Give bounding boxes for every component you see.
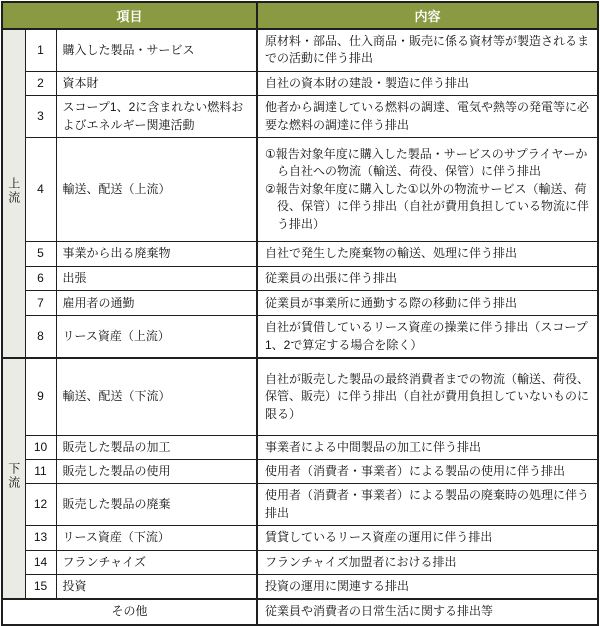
row-content: [257, 29, 598, 71]
row-item: リース資産（下流）: [56, 526, 257, 550]
row-content: [257, 291, 598, 316]
row-number: 8: [25, 316, 56, 358]
table-row: [2, 266, 598, 290]
row-number: 7: [25, 291, 56, 316]
row-content: [257, 550, 598, 574]
group-label-cell: [2, 358, 25, 599]
content-line: 使用者（消費者・事業者）による製品の使用に伴う排出: [265, 464, 566, 479]
table-header: [2, 2, 598, 29]
row-number: 2: [25, 71, 56, 95]
row-item: リース資産（上流）: [56, 316, 257, 358]
table-row: [2, 291, 598, 316]
row-content: [257, 460, 598, 484]
table-row: [2, 526, 598, 550]
content-line: 従業員が事業所に通勤する際の移動に伴う排出: [265, 295, 518, 310]
row-number: 11: [25, 460, 56, 484]
row-number: 9: [25, 358, 56, 435]
row-item: 輸送、配送（下流）: [56, 358, 257, 435]
table-row: [2, 460, 598, 484]
row-number: 1: [25, 29, 56, 71]
row-content: [257, 316, 598, 358]
row-number: 6: [25, 266, 56, 290]
row-content: [257, 484, 598, 526]
row-item: 販売した製品の使用: [56, 460, 257, 484]
table-row: [2, 358, 598, 435]
row-item: 販売した製品の廃棄: [56, 484, 257, 526]
row-item: 事業から出る廃棄物: [56, 241, 257, 266]
row-content: [257, 137, 598, 241]
content-line: 自社で発生した廃棄物の輸送、処理に伴う排出: [265, 246, 518, 261]
row-item: 出張: [56, 266, 257, 290]
row-content: [257, 266, 598, 290]
row-number: 3: [25, 96, 56, 138]
row-number: 5: [25, 241, 56, 266]
row-number: 15: [25, 574, 56, 599]
group-label: 上流: [6, 176, 21, 205]
content-line: 自社が販売した製品の最終消費者までの物流（輸送、荷役、保管、販売）に伴う排出（自社が費用負担していないものに限る）: [265, 371, 590, 421]
table-row: [2, 29, 598, 71]
table-row: [2, 71, 598, 95]
content-line: ①報告対象年度に購入した製品・サービスのサプライヤーから自社への物流（輸送、荷役、保管）に伴う排出: [265, 146, 588, 179]
content-line: ②報告対象年度に購入した①以外の物流サービス（輸送、荷役、保管）に伴う排出（自社が費用負担している物流に伴う排出）: [265, 181, 590, 231]
row-item: 雇用者の通勤: [56, 291, 257, 316]
table-row: [2, 316, 598, 358]
table-row: [2, 241, 598, 266]
row-number: 14: [25, 550, 56, 574]
content-line: 原材料・部品、仕入商品・販売に係る資材等が製造されるまでの活動に伴う排出: [265, 34, 590, 66]
header-cell-content: 内容: [257, 2, 598, 29]
table-body: [2, 29, 598, 625]
row-content: [257, 526, 598, 550]
table-row: [2, 484, 598, 526]
header-row: [2, 2, 598, 29]
content-line: 自社の資本財の建設・製造に伴う排出: [265, 75, 470, 90]
footer-label-cell: その他: [2, 599, 257, 624]
row-item: フランチャイズ: [56, 550, 257, 574]
group-label: 下流: [6, 462, 21, 491]
row-item: 資本財: [56, 71, 257, 95]
row-item: 販売した製品の加工: [56, 435, 257, 459]
row-content: [257, 96, 598, 138]
content-line: 従業員の出張に伴う排出: [265, 270, 398, 285]
content-line: フランチャイズ加盟者における排出: [265, 554, 457, 569]
row-item: 輸送、配送（上流）: [56, 137, 257, 241]
content-line: 賃貸しているリース資産の運用に伴う排出: [265, 530, 493, 545]
row-number: 4: [25, 137, 56, 241]
row-number: 12: [25, 484, 56, 526]
table-row: [2, 435, 598, 459]
footer-row: [2, 599, 598, 624]
content-line: 事業者による中間製品の加工に伴う排出: [265, 439, 482, 454]
table-row: [2, 574, 598, 599]
row-number: 13: [25, 526, 56, 550]
row-item: スコープ1、2に含まれない燃料およびエネルギー関連活動: [56, 96, 257, 138]
footer-content-cell: 従業員や消費者の日常生活に関する排出等: [257, 599, 598, 624]
content-line: 投資の運用に関連する排出: [265, 578, 410, 593]
row-content: [257, 71, 598, 95]
content-line: 使用者（消費者・事業者）による製品の廃棄時の処理に伴う排出: [265, 488, 590, 520]
row-item: 投資: [56, 574, 257, 599]
row-content: [257, 435, 598, 459]
row-content: [257, 574, 598, 599]
content-line: 他者から調達している燃料の調達、電気や熱等の発電等に必要な燃料の調達に伴う排出: [265, 100, 590, 132]
row-number: 10: [25, 435, 56, 459]
group-label-cell: [2, 29, 25, 358]
row-content: [257, 358, 598, 435]
header-cell-item: 項目: [2, 2, 257, 29]
row-item: 購入した製品・サービス: [56, 29, 257, 71]
scope3-category-table: [1, 1, 599, 626]
table-row: [2, 550, 598, 574]
table-row: [2, 96, 598, 138]
table-row: [2, 137, 598, 241]
row-content: [257, 241, 598, 266]
content-line: 自社が賃借しているリース資産の操業に伴う排出（スコープ1、2で算定する場合を除く）: [265, 320, 588, 352]
